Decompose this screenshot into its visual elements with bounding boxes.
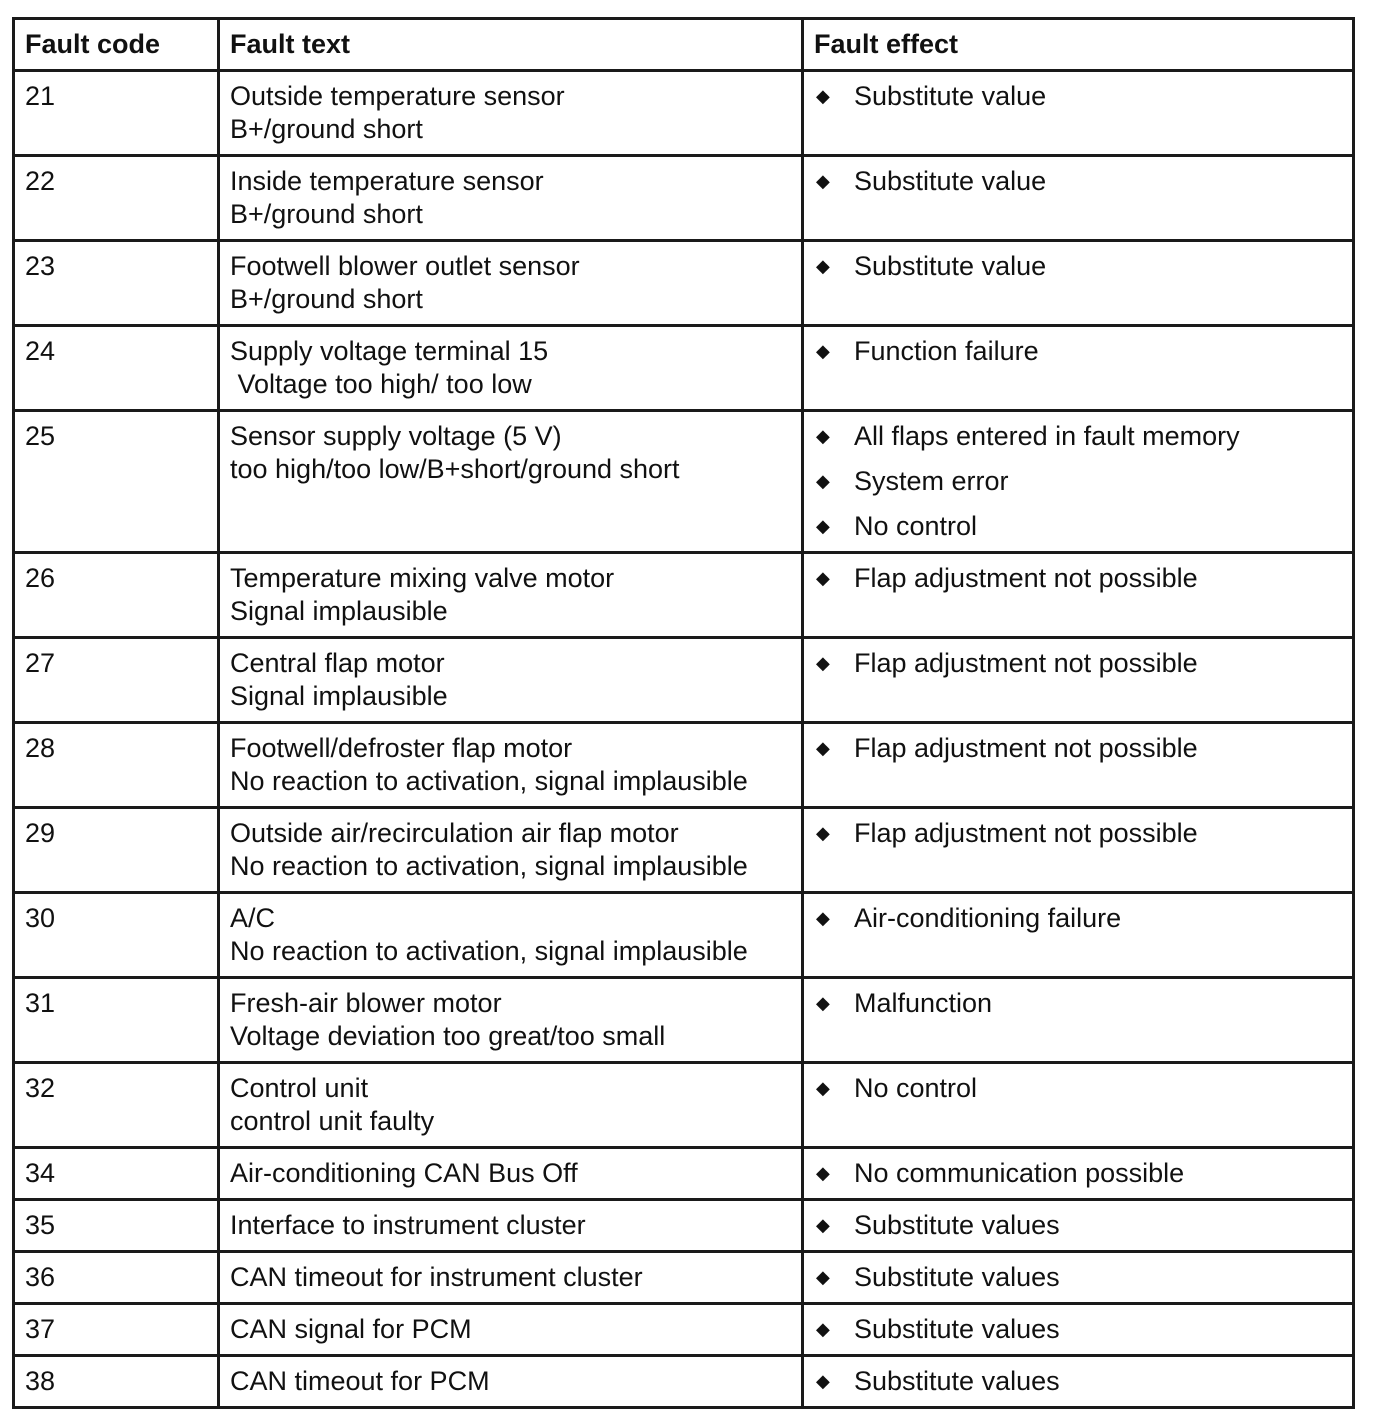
fault-text-line: Outside temperature sensor <box>230 81 565 111</box>
fault-effect-cell <box>803 1356 1354 1408</box>
fault-effect-item <box>814 732 1342 765</box>
fault-effect-item <box>814 510 1342 543</box>
fault-effect-label: All flaps entered in fault memory <box>854 421 1240 451</box>
table-row <box>14 71 1354 156</box>
fault-effect-item <box>814 1209 1342 1242</box>
fault-text-line: Outside air/recirculation air flap motor <box>230 818 679 848</box>
fault-effect-label: Substitute value <box>854 81 1047 111</box>
fault-effect-item <box>814 647 1342 680</box>
fault-effect-label: System error <box>854 466 1009 496</box>
table-row <box>14 241 1354 326</box>
fault-text-cell <box>219 1252 803 1304</box>
table-row <box>14 808 1354 893</box>
diamond-bullet-icon: ◆ <box>816 1267 830 1287</box>
fault-text-line: Fresh-air blower motor <box>230 988 502 1018</box>
fault-effect-item <box>814 902 1342 935</box>
header-fault-text: Fault text <box>219 19 803 71</box>
fault-code-cell: 36 <box>14 1252 219 1304</box>
fault-code-cell: 38 <box>14 1356 219 1408</box>
fault-effect-item <box>814 1261 1342 1294</box>
fault-text-line: Interface to instrument cluster <box>230 1210 586 1240</box>
fault-effect-cell <box>803 808 1354 893</box>
fault-effect-label: Flap adjustment not possible <box>854 818 1198 848</box>
fault-effect-item <box>814 465 1342 498</box>
fault-effect-cell <box>803 1304 1354 1356</box>
fault-text-line: CAN timeout for PCM <box>230 1366 490 1396</box>
diamond-bullet-icon: ◆ <box>816 738 830 758</box>
fault-effect-cell <box>803 638 1354 723</box>
diamond-bullet-icon: ◆ <box>816 86 830 106</box>
fault-code-cell: 29 <box>14 808 219 893</box>
fault-code-cell: 35 <box>14 1200 219 1252</box>
diamond-bullet-icon: ◆ <box>816 1078 830 1098</box>
fault-text-cell <box>219 326 803 411</box>
diamond-bullet-icon: ◆ <box>816 471 830 491</box>
diamond-bullet-icon: ◆ <box>816 516 830 536</box>
fault-text-line: B+/ground short <box>230 114 423 144</box>
fault-text-line: CAN timeout for instrument cluster <box>230 1262 643 1292</box>
fault-effect-label: Substitute values <box>854 1366 1060 1396</box>
fault-code-table <box>12 17 1355 1409</box>
diamond-bullet-icon: ◆ <box>816 1215 830 1235</box>
fault-effect-cell <box>803 1200 1354 1252</box>
fault-effect-item <box>814 987 1342 1020</box>
fault-text-line: No reaction to activation, signal implausible <box>230 766 748 796</box>
fault-effect-item <box>814 80 1342 113</box>
fault-text-cell <box>219 1200 803 1252</box>
fault-text-line: Voltage too high/ too low <box>230 369 532 399</box>
diamond-bullet-icon: ◆ <box>816 823 830 843</box>
fault-effect-label: Substitute value <box>854 166 1047 196</box>
fault-text-line: Signal implausible <box>230 596 448 626</box>
fault-effect-label: Substitute values <box>854 1262 1060 1292</box>
fault-code-cell: 23 <box>14 241 219 326</box>
fault-text-line: Signal implausible <box>230 681 448 711</box>
fault-code-cell: 28 <box>14 723 219 808</box>
diamond-bullet-icon: ◆ <box>816 993 830 1013</box>
table-row <box>14 638 1354 723</box>
diamond-bullet-icon: ◆ <box>816 1371 830 1391</box>
fault-effect-item <box>814 562 1342 595</box>
fault-effect-item <box>814 165 1342 198</box>
fault-text-line: Central flap motor <box>230 648 445 678</box>
fault-code-cell: 27 <box>14 638 219 723</box>
table-row <box>14 1304 1354 1356</box>
fault-effect-item <box>814 817 1342 850</box>
fault-text-line: Temperature mixing valve motor <box>230 563 615 593</box>
fault-code-cell: 24 <box>14 326 219 411</box>
diamond-bullet-icon: ◆ <box>816 908 830 928</box>
table-row <box>14 893 1354 978</box>
table-row <box>14 1200 1354 1252</box>
fault-text-line: Control unit <box>230 1073 369 1103</box>
fault-effect-cell <box>803 1063 1354 1148</box>
fault-effect-label: Function failure <box>854 336 1039 366</box>
fault-effect-label: Flap adjustment not possible <box>854 733 1198 763</box>
fault-effect-cell <box>803 1148 1354 1200</box>
table-row <box>14 156 1354 241</box>
fault-code-cell: 34 <box>14 1148 219 1200</box>
fault-text-cell <box>219 1304 803 1356</box>
fault-text-line: No reaction to activation, signal implausible <box>230 851 748 881</box>
fault-code-cell: 31 <box>14 978 219 1063</box>
diamond-bullet-icon: ◆ <box>816 1163 830 1183</box>
header-fault-effect: Fault effect <box>803 19 1354 71</box>
fault-effect-cell <box>803 1252 1354 1304</box>
fault-code-cell: 37 <box>14 1304 219 1356</box>
table-row <box>14 553 1354 638</box>
fault-text-cell <box>219 808 803 893</box>
diamond-bullet-icon: ◆ <box>816 426 830 446</box>
fault-text-line: Inside temperature sensor <box>230 166 544 196</box>
fault-effect-cell <box>803 411 1354 553</box>
fault-text-line: Sensor supply voltage (5 V) <box>230 421 562 451</box>
fault-code-cell: 32 <box>14 1063 219 1148</box>
fault-text-cell <box>219 638 803 723</box>
table-row <box>14 326 1354 411</box>
fault-code-cell: 21 <box>14 71 219 156</box>
diamond-bullet-icon: ◆ <box>816 256 830 276</box>
fault-text-line: Voltage deviation too great/too small <box>230 1021 666 1051</box>
fault-effect-item <box>814 1365 1342 1398</box>
fault-effect-label: Flap adjustment not possible <box>854 563 1198 593</box>
fault-effect-label: Air-conditioning failure <box>854 903 1122 933</box>
table-row <box>14 978 1354 1063</box>
header-row <box>14 19 1354 71</box>
fault-effect-label: No control <box>854 511 978 541</box>
fault-text-line: CAN signal for PCM <box>230 1314 472 1344</box>
fault-text-cell <box>219 411 803 553</box>
header-fault-code: Fault code <box>14 19 219 71</box>
fault-text-cell <box>219 553 803 638</box>
fault-code-cell: 30 <box>14 893 219 978</box>
fault-text-line: Air-conditioning CAN Bus Off <box>230 1158 578 1188</box>
fault-effect-cell <box>803 553 1354 638</box>
fault-text-cell <box>219 893 803 978</box>
fault-effect-item <box>814 250 1342 283</box>
diamond-bullet-icon: ◆ <box>816 341 830 361</box>
fault-text-cell <box>219 1356 803 1408</box>
fault-text-line: A/C <box>230 903 276 933</box>
table-body <box>14 71 1354 1408</box>
table-row <box>14 1356 1354 1408</box>
fault-effect-label: Substitute value <box>854 251 1047 281</box>
fault-text-cell <box>219 1063 803 1148</box>
fault-effect-item <box>814 1072 1342 1105</box>
fault-text-line: No reaction to activation, signal implausible <box>230 936 748 966</box>
table-row <box>14 1148 1354 1200</box>
table-header <box>14 19 1354 71</box>
fault-code-cell: 22 <box>14 156 219 241</box>
fault-effect-item <box>814 1157 1342 1190</box>
fault-text-line: Footwell/defroster flap motor <box>230 733 573 763</box>
fault-text-cell <box>219 241 803 326</box>
fault-text-line: B+/ground short <box>230 199 423 229</box>
diamond-bullet-icon: ◆ <box>816 1319 830 1339</box>
fault-effect-label: No communication possible <box>854 1158 1185 1188</box>
fault-text-cell <box>219 156 803 241</box>
fault-text-cell <box>219 978 803 1063</box>
fault-text-line: too high/too low/B+short/ground short <box>230 454 680 484</box>
fault-code-cell: 26 <box>14 553 219 638</box>
fault-effect-item <box>814 1313 1342 1346</box>
fault-text-line: control unit faulty <box>230 1106 435 1136</box>
table-row <box>14 1252 1354 1304</box>
fault-code-cell: 25 <box>14 411 219 553</box>
fault-text-cell <box>219 1148 803 1200</box>
fault-effect-item <box>814 420 1342 453</box>
table-row <box>14 1063 1354 1148</box>
fault-effect-cell <box>803 156 1354 241</box>
fault-text-line: B+/ground short <box>230 284 423 314</box>
fault-effect-label: Flap adjustment not possible <box>854 648 1198 678</box>
fault-effect-cell <box>803 241 1354 326</box>
fault-effect-label: Malfunction <box>854 988 993 1018</box>
fault-effect-label: Substitute values <box>854 1210 1060 1240</box>
fault-effect-label: No control <box>854 1073 978 1103</box>
fault-effect-cell <box>803 71 1354 156</box>
fault-effect-cell <box>803 723 1354 808</box>
fault-effect-cell <box>803 978 1354 1063</box>
fault-text-cell <box>219 71 803 156</box>
fault-text-cell <box>219 723 803 808</box>
fault-effect-label: Substitute values <box>854 1314 1060 1344</box>
diamond-bullet-icon: ◆ <box>816 568 830 588</box>
diamond-bullet-icon: ◆ <box>816 171 830 191</box>
fault-effect-item <box>814 335 1342 368</box>
table-row <box>14 411 1354 553</box>
fault-text-line: Supply voltage terminal 15 <box>230 336 549 366</box>
diamond-bullet-icon: ◆ <box>816 653 830 673</box>
fault-effect-cell <box>803 893 1354 978</box>
table-row <box>14 723 1354 808</box>
fault-text-line: Footwell blower outlet sensor <box>230 251 580 281</box>
fault-effect-cell <box>803 326 1354 411</box>
